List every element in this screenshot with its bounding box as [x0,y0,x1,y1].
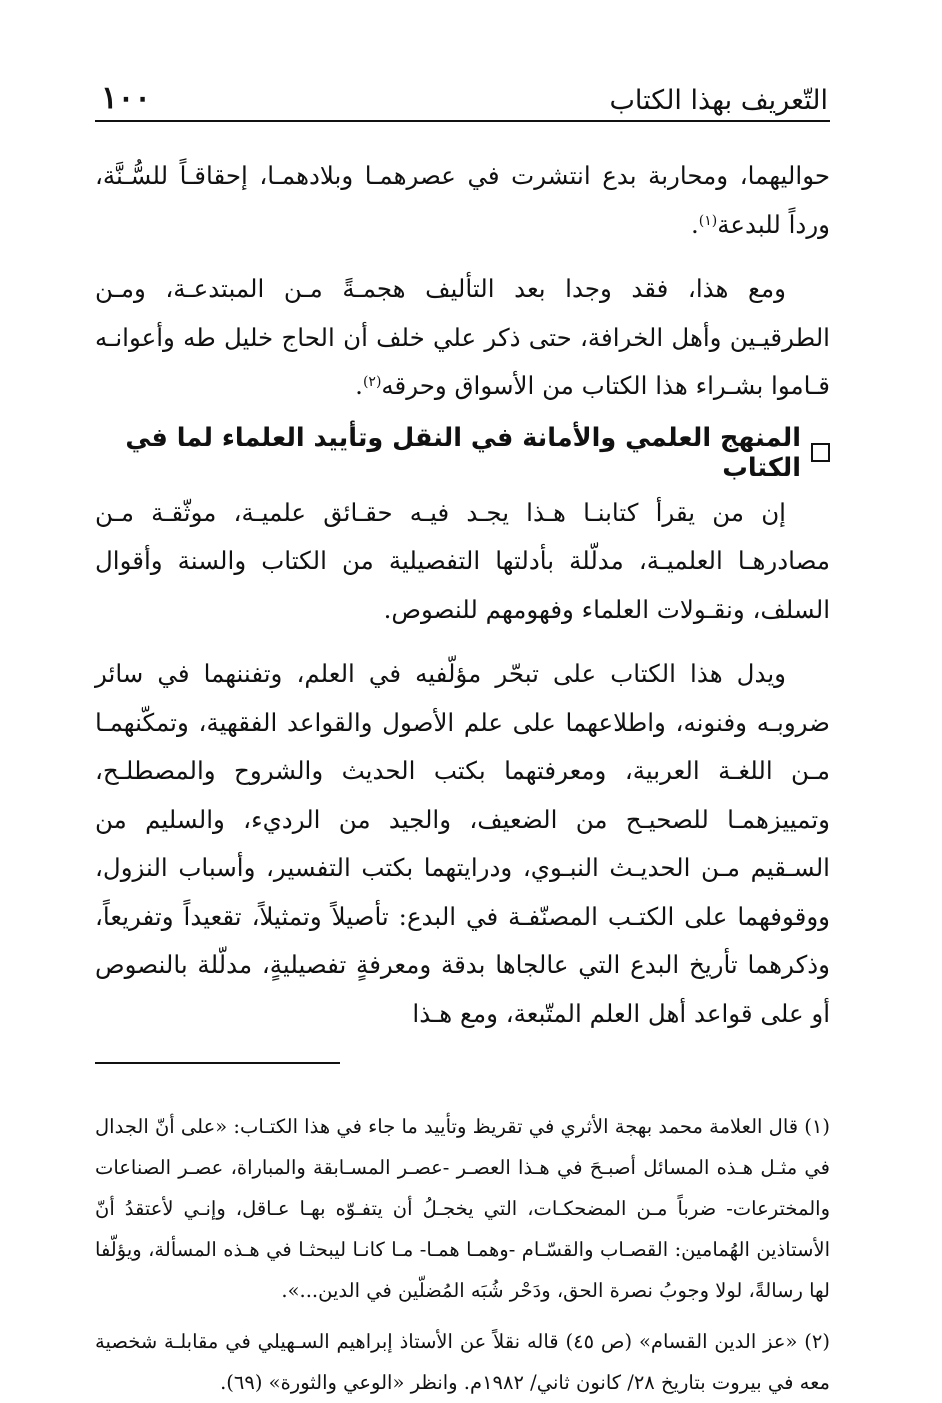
paragraph-1 [95,152,830,249]
footnote-2: (٢) «عز الدين القسام» (ص ٤٥) قاله نقلاً عن الأستاذ إبراهيم السـهيلي في مقابلـة شخصية معه في بيروت بتاريخ ٢٨/ كانون ثاني/ ١٩٨٢م. وانظر «الوعي والثورة» (٦٩). [95,1330,830,1394]
paragraph-2-text: ومع هذا، فقد وجدا بعد التأليف هجمـةً مـن المبتدعـة، ومـن الطرقيـين وأهل الخرافة، حتى ذكر علي خلف أن الحاج خليل طه وأعوانـه قـاموا بشـراء هذا الكتاب من الأسواق وحرقه [95,274,830,400]
section-heading [95,422,830,483]
footnote-divider [95,1062,340,1064]
paragraph-2 [95,265,830,411]
paragraph-1-text: حواليهما، ومحاربة بدع انتشرت في عصرهمـا وبلادهمـا، إحقاقـاً للسُّـنَّة، ورداً للبدعة [95,161,830,239]
paragraph-4: ويدل هذا الكتاب على تبحّر مؤلّفيه في العلم، وتفننهما في سائر ضروبـه وفنونه، واطلاعهما على علم الأصول والقواعد الفقهية، وتمكّنهمـا مـن اللغـة العربية، ومعرفتهما بكتب الحديث والشروح والمصطلـح، وتمييزهمـا للصحيـح من الضعيف، والجيد من الرديء، والسليم من السـقيم مـن الحديـث النبـوي، ودرايتهما بكتب التفسير، وأسباب النزول، ووقوفهما على الكتـب المصنّفـة في البدع: تأصيلاً وتمثيلاً، تقعيداً وتفريعاً، وذكرهما تأريخ البدع التي عالجاها بدقة ومعرفةٍ تفصيليةٍ، مدلّلة بالنصوص أو على قواعد أهل العلم المتّبعة، ومع هـذا [95,659,830,1028]
footnote-divider-wrap [95,1054,830,1084]
running-title: التّعريف بهذا الكتاب [609,85,828,116]
section-heading-text: المنهج العلمي والأمانة في النقل وتأييد العلماء لما في الكتاب [125,422,801,483]
square-bullet-icon [811,443,830,462]
paragraph-3: إن من يقرأ كتابنـا هـذا يجـد فيـه حقـائق علميـة، موثّقـة مـن مصادرهـا العلميـة، مدلّلة بأدلتها التفصيلية من الكتاب والسنة وأقوال السلف، ونقـولات العلماء وفهومهم للنصوص. [95,497,830,624]
footnotes [95,1106,830,1403]
main-text [95,152,830,1038]
paragraph-1-tail: . [690,209,699,239]
page-number: ١٠٠ [101,80,151,116]
footnote-ref-2: (٢) [362,374,382,390]
paragraph-2-tail: . [355,371,363,400]
footnote-1: (١) قال العلامة محمد بهجة الأثري في تقريظ وتأييد ما جاء في هذا الكتـاب: «على أنّ الجدال في مثـل هـذه المسائل أصبـحَ في هـذا العصـر -عصـر المسـابقة والمباراة، عصـر الصناعات والمخترعات- ضرباً مـن المضحكـات، التي يخجـلُ أن يتفـوّه بهـا عـاقل، وإنـي لأعتقدُ أنّ الأستاذين الهُمامين: القصـاب والقسّـام -وهمـا همـا- مـا كانـا ليبحثـا في هـذه المسألة، ويؤلّفا لها رسالةً، لولا وجوبُ نصرة الحق، ودَحْر شُبَه المُضلّين في الدين...». [95,1115,830,1302]
page-header [95,70,830,122]
footnote-ref-1: (١) [698,212,718,229]
